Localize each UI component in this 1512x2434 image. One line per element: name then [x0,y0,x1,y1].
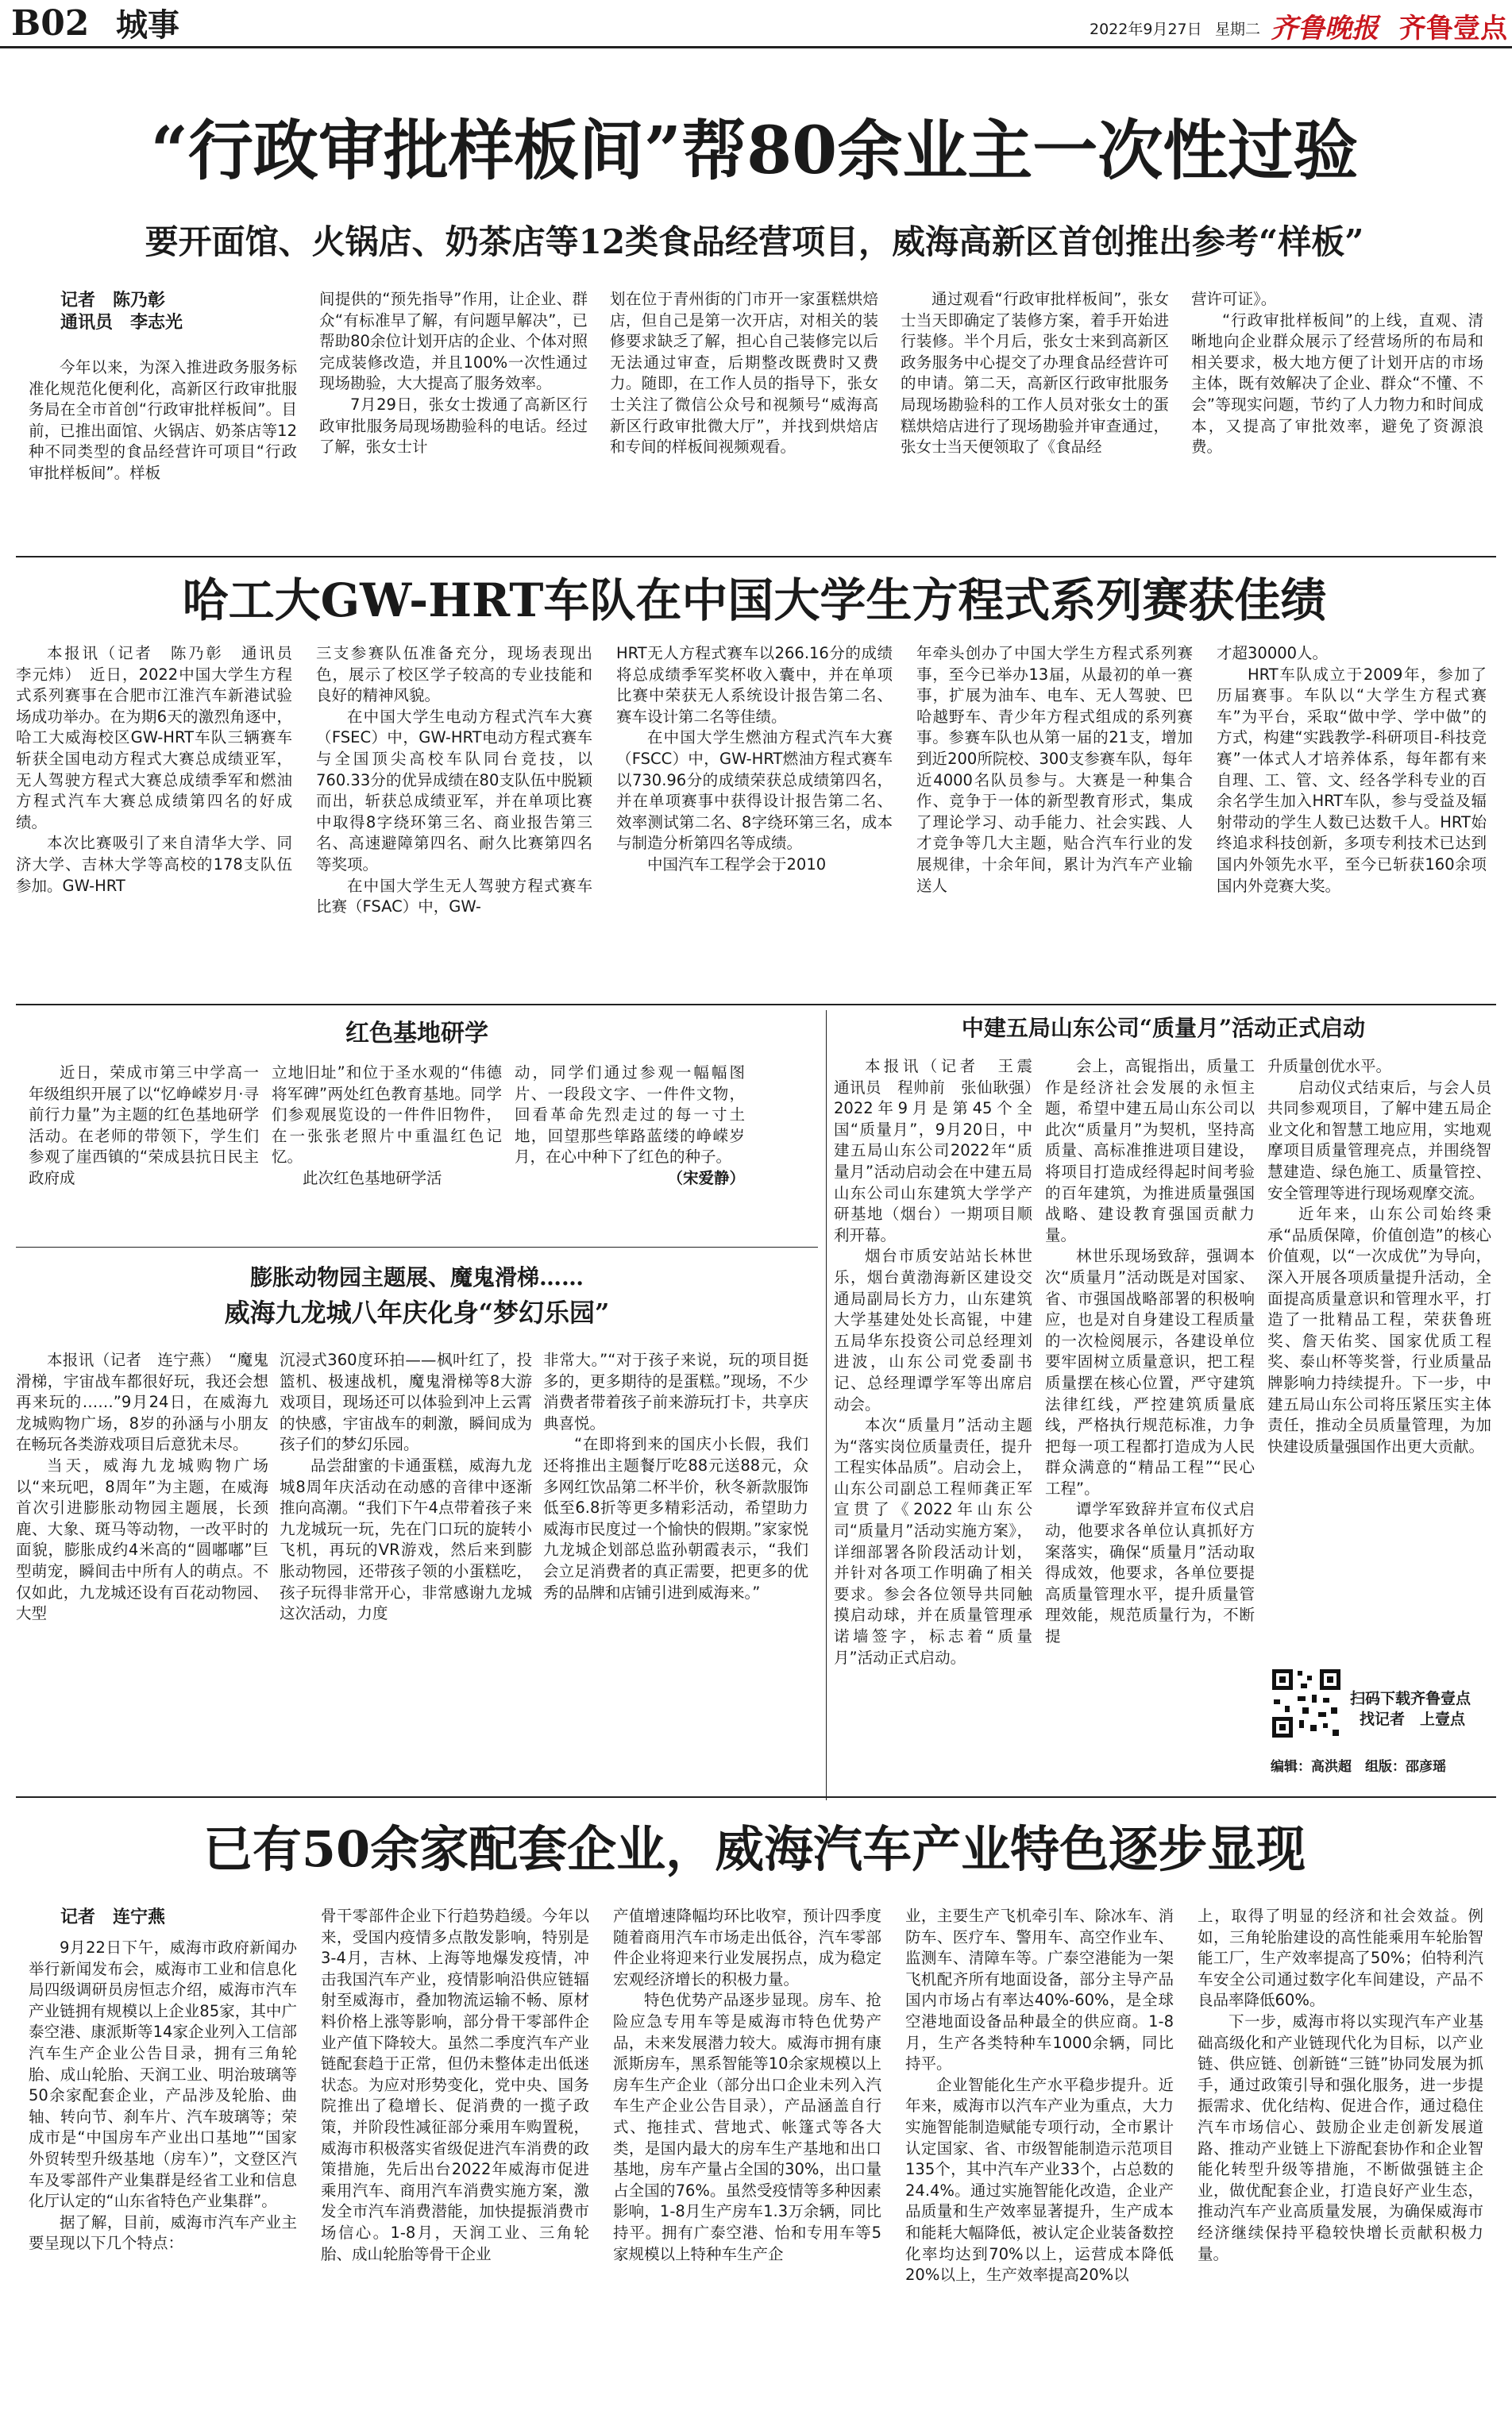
article6-col2 [321,1906,589,2422]
article5-paragraph: 近年来，山东公司始终秉承“品质保障，价值创造”的核心价值观，以“一次成优”为导向，深入开展各项质量提升活动，全面提高质量意识和管理水平，打造了一批精品工程，荣获鲁班奖、詹天佑奖、国家优质工程奖、泰山杯等奖誉，行业质量品牌影响力持续提升。下一步，中建五局山东公司将压紧压实主体责任，推动全员质量管理，为加快建设质量强国作出更大贡献。 [1267,1205,1491,1456]
article5-paragraph: 启动仪式结束后，与会人员共同参观项目，了解中建五局企业文化和智慧工地应用，实地观摩项目质量管理亮点，并围绕智慧建造、绿色施工、质量管控、安全管理等进行现场观摩交流。 [1267,1078,1491,1202]
article1-paragraph: 划在位于青州街的门市开一家蛋糕烘焙店，但自己是第一次开店，对相关的装修要求缺乏了解，担心自己装修完以后无法通过审查，后期整改既费时又费力。随即，在工作人员的指导下，张女士关注了微信公众号和视频号“威海高新区行政审批微大厅”，并找到烘焙店和专间的样板间视频观看。 [610,290,878,457]
brand-logo-qilu-yidian: 齐鲁壹点 [1399,13,1507,44]
article1-col5 [1191,289,1483,543]
article5-paragraph: 会上，高锟指出，质量工作是经济社会发展的永恒主题，希望中建五局山东公司以此次“质量月”为契机，坚持高质量、高标准推进项目建设，将项目打造成经得起时间考验的百年建筑，为推进质量强国战略、建设教育强国贡献力量。 [1045,1057,1255,1244]
column-divider [826,1010,827,1800]
article3-col3 [515,1063,745,1277]
article6-paragraph: 骨干零部件企业下行趋势趋缓。今年以来，受国内疫情多点散发影响，特别是3-4月，吉林、上海等地爆发疫情，冲击我国汽车产业，疫情影响沿供应链辐射至威海市，叠加物流运输不畅、原材料价格上涨等影响，部分骨干零部件企业产值下降较大。虽然二季度汽车产业链配套趋于正常，但仍未整体走出低迷状态。为应对形势变化，党中央、国务院推出了稳增长、促消费的一揽子政策，并阶段性减征部分乘用车购置税，威海市积极落实省级促进汽车消费的政策措施，先后出台2022年威海市促进乘用汽车、商用汽车消费实施方案，激发全市汽车消费潜能，加快提振消费市场信心。1-8月，天润工业、三角轮胎、成山轮胎等骨干企业 [321,1907,589,2263]
article1-paragraph: 营许可证》。 [1191,290,1277,308]
article4-paragraph: 非常大。”“对于孩子来说，玩的项目挺多的，更多期待的是蛋糕。”现场，不少消费者带着孩子前来游玩打卡，共享庆典喜悦。 [543,1351,808,1433]
article6-paragraph: 据了解，目前，威海市汽车产业主要呈现以下几个特点： [29,2212,297,2253]
article2-col5 [1217,643,1487,993]
article4-paragraph: 品尝甜蜜的卡通蛋糕，威海九龙城8周年庆活动在动感的音律中逐渐推向高潮。“我们下午4点带着孩子来九龙城玩一玩，先在门口玩的旋转小飞机，再玩的VR游戏，然后来到膨胀动物园，还带孩子领的小蛋糕吃，孩子玩得非常开心，非常感谢九龙城这次活动，力度 [280,1456,532,1623]
article2-paragraph: 才超30000人。 [1217,644,1329,662]
header-rule [0,46,1512,48]
brand-logo-qilu-evening: 齐鲁晚报 [1271,13,1379,44]
article3-author: （宋爱静） [667,1168,745,1187]
article1-subheadline: 要开面馆、火锅店、奶茶店等12类食品经营项目，威海高新区首创推出参考“样板” [145,222,1364,261]
article5-col1 [834,1056,1048,1795]
article2-headline: 哈工大GW-HRT车队在中国大学生方程式系列赛获佳绩 [182,573,1327,627]
article6-paragraph: 企业智能化生产水平稳步提升。近年来，威海市以汽车产业为重点，大力实施智能制造赋能专项行动，全市累计认定国家、省、市级智能制造示范项目135个，其中汽车产业33个，占总数的24.4%。通过实施智能化改造，企业产品质量和生产效率显著提升，生产成本和能耗大幅降低，被认定企业装备数控化率均达到70%以上，运营成本降低20%以上，生产效率提高20%以 [905,2075,1174,2285]
article2-paragraph: 年牵头创办了中国大学生方程式系列赛事，至今已举办13届，从最初的单一赛事，扩展为油车、电车、无人驾驶、巴哈越野车、青少年方程式组成的系列赛事。参赛车队也从第一届的21支，增加到近200所院校、300支参赛车队，每年近4000名队员参与。大赛是一种集合作、竞争于一体的新型教育形式，集成了理论学习、动手能力、社会实践、人才竞争等几大主题，贴合汽车行业的发展规律，十余年间，累计为汽车产业输送人 [916,644,1193,895]
article6-col1 [29,1906,297,2422]
article1-byline-reporter: 记者 陈乃彰 [60,290,166,311]
article1-paragraph: 间提供的“预先指导”作用，让企业、群众“有标准早了解，有问题早解决”，已帮助80余位计划开店的企业、个体对照完成装修改造，并且100%一次性通过现场勘验，大大提高了服务效率。 [319,290,588,393]
divider [16,556,1496,557]
divider [16,1796,1496,1798]
article4-headline-main: 威海九龙城八年庆化身“梦幻乐园” [224,1298,610,1328]
article1-paragraph: 通过观看“行政审批样板间”，张女士当天即确定了装修方案，着手开始进行装修。半个月后，张女士来到高新区政务服务中心提交了办理食品经营许可的申请。第二天，高新区行政审批服务局现场勘验科的工作人员对张女士的蛋糕烘焙店进行了现场勘验并审查通过，张女士当天便领取了《食品经 [901,290,1169,457]
article3-paragraph: 此次红色基地研学活 [303,1168,442,1187]
divider [16,1247,818,1248]
article4-col1 [16,1350,268,1795]
qr-caption-find-reporter: 找记者 上壹点 [1360,1711,1466,1728]
article5-headline: 中建五局山东公司“质量月”活动正式启动 [961,1015,1366,1041]
article6-paragraph: 下一步，威海市将以实现汽车产业基础高级化和产业链现代化为目标，以产业链、供应链、创新链“三链”协同发展为抓手，通过政策引导和强化服务，进一步提振需求、优化结构、促进合作，通过稳住汽车市场信心、鼓励企业走创新发展道路、推动产业链上下游配套协作和企业智能化转型升级等措施，不断做强链主企业，做优配套企业，打造良好产业生态，推动汽车产业高质量发展，为确保威海市经济继续保持平稳较快增长贡献积极力量。 [1198,2012,1483,2263]
article6-byline: 记者 连宁燕 [60,1907,166,1927]
article6-headline: 已有50余家配套企业，威海汽车产业特色逐步显现 [202,1820,1306,1878]
issue-date: 2022年9月27日 [1090,21,1202,38]
page-number: B02 [11,3,90,44]
article1-col2 [319,289,588,543]
article6-col4 [905,1906,1174,2422]
article2-paragraph: HRT车队成立于2009年，参加了历届赛事。车队以“大学生方程式赛车”为平台，采取“做中学、学中做”的方式，构建“实践教学-科研项目-科技竞赛”一体式人才培养体系，每年都有来自理、工、管、文、经各学科专业的百余名学生加入HRT车队，参与受益及辐射带动的学生人数已达数千人。HRT始终追求科技创新，多项专利技术已达到国内外领先水平，至今已斩获160余项国内外竞赛大奖。 [1217,665,1487,895]
article2-paragraph: 本次比赛吸引了来自清华大学、同济大学、吉林大学等高校的178支队伍参加。GW-HRT [16,834,292,895]
article5-col3 [1267,1056,1491,1485]
qr-caption-download: 扫码下载齐鲁壹点 [1350,1690,1472,1707]
article4-headline-top: 膨胀动物园主题展、魔鬼滑梯…… [249,1264,584,1290]
article1-paragraph: “行政审批样板间”的上线，直观、清晰地向企业群众展示了经营场所的布局和相关要求，极大地方便了计划开店的市场主体，既有效解决了企业、群众“不懂、不会”等现实问题，节约了人力物力和时间成本，又提高了审批效率，避免了资源浪费。 [1191,311,1483,457]
article2-paragraph: 三支参赛队伍准备充分，现场表现出色，展示了校区学子较高的专业技能和良好的精神风貌。 [316,644,592,705]
article5-paragraph: 升质量创优水平。 [1267,1057,1392,1075]
article1-col4 [901,289,1169,543]
article6-paragraph: 产值增速降幅均环比收窄，预计四季度随着商用汽车市场走出低谷，汽车零部件企业将迎来行业发展拐点，成为稳定宏观经济增长的积极力量。 [613,1907,881,1988]
article3-paragraph: 近日，荣成市第三中学高一年级组织开展了以“忆峥嵘岁月·寻前行力量”为主题的红色基地研学活动。在老师的带领下，学生们参观了崖西镇的“荣成县抗日民主政府成 [29,1063,259,1187]
article5-paragraph: 谭学军致辞并宣布仪式启动，他要求各单位认真抓好方案落实，确保“质量月”活动取得成效，他要求，各单位要提高质量管理水平，提升质量管理效能，规范质量行为，不断提 [1045,1500,1255,1646]
article1-col3 [610,289,878,543]
article4-col3 [543,1350,808,1795]
article4-paragraph: 沉浸式360度环拍——枫叶红了，投篮机、极速战机，魔鬼滑梯等8大游戏项目，现场还可以体验到冲上云霄的快感，宇宙战车的刺激，瞬间成为孩子们的梦幻乐园。 [280,1351,532,1454]
article3-paragraph: 动，同学们通过参观一幅幅图片、一段段文字、一件件文物，回看革命先烈走过的每一寸土地，回望那些筚路蓝缕的峥嵘岁月，在心中种下了红色的种子。 [515,1063,745,1167]
article5-paragraph: 本次“质量月”活动主题为“落实岗位质量责任，提升工程实体品质”。启动会上，山东公司副总工程师龚正军宣贯了《2022年山东公司“质量月”活动实施方案》，详细部署各阶段活动计划，并针对各项工作明确了相关要求。参会各位领导共同触摸启动球，并在质量管理承诺墙签字，标志着“质量月”活动正式启动。 [834,1416,1032,1667]
article6-paragraph: 上，取得了明显的经济和社会效益。例如，三角轮胎建设的高性能乘用车轮胎智能工厂，生产效率提高了50%；伯特利汽车安全公司通过数字化车间建设，产品不良品率降低60%。 [1198,1907,1483,2010]
article6-paragraph: 业，主要生产飞机牵引车、除冰车、消防车、医疗车、警用车、高空作业车、监测车、清障车等。广泰空港能为一架飞机配齐所有地面设备，部分主导产品国内市场占有率达40%-60%，是全球空港地面设备品种最全的供应商。1-8月，生产各类特种车1000余辆，同比持平。 [905,1907,1174,2073]
article4-paragraph: 本报讯（记者 连宁燕） “魔鬼滑梯，宇宙战车都很好玩，我还会想再来玩的……”9月24日，在威海九龙城购物广场，8岁的孙涵与小朋友在畅玩各类游戏项目后意犹未尽。 [16,1351,268,1454]
article2-col1 [16,643,308,993]
article3-paragraph: 立地旧址”和位于圣水观的“伟德将军碑”两处红色教育基地。同学们参观展览设的一件件旧物件，在一张张老照片中重温红色记忆。 [272,1063,502,1167]
article2-paragraph: 在中国大学生无人驾驶方程式赛车比赛（FSAC）中，GW- [316,876,592,916]
article1-paragraph: 今年以来，为深入推进政务服务标准化规范化便利化，高新区行政审批服务局在全市首创“行政审批样板间”。目前，已推出面馆、火锅店、奶茶店等12种不同类型的食品经营许可项目“行政审批样板间”。样板 [29,358,297,482]
article2-paragraph: 中国汽车工程学会于2010 [647,854,827,874]
article6-paragraph: 9月22日下午，威海市政府新闻办举行新闻发布会，威海市工业和信息化局四级调研员房恒志介绍，威海市汽车产业链拥有规模以上企业85家，其中广泰空港、康派斯等14家企业列入工信部汽车生产企业公告目录，拥有三角轮胎、成山轮胎、天润工业、明治玻璃等50余家配套企业，产品涉及轮胎、曲轴、转向节、刹车片、汽车玻璃等；荣成市是“中国房车产业出口基地”“国家外贸转型升级基地（房车）”，文登区汽车及零部件产业集群是经省工业和信息化厅认定的“山东省特色产业集群”。 [29,1938,297,2211]
article1-col1 [29,289,297,543]
article2-col3 [616,643,893,993]
article2-paragraph: HRT无人方程式赛车以266.16分的成绩将总成绩季军奖杯收入囊中，并在单项比赛中荣获无人系统设计报告第二名、赛车设计第二名等佳绩。 [616,644,893,726]
article3-col1 [29,1063,259,1277]
article6-paragraph: 特色优势产品逐步显现。房车、抢险应急专用车等是威海市特色优势产品，未来发展潜力较大。威海市拥有康派斯房车，黑系智能等10余家规模以上房车生产企业（部分出口企业未列入汽车生产企业公告目录），产品涵盖自行式、拖挂式、营地式、帐篷式等各大类，是国内最大的房车生产基地和出口基地，房车产量占全国的30%，出口量占全国的76%。虽然受疫情等多种因素影响，1-8月生产房车1.3万余辆，同比持平。拥有广泰空港、怡和专用车等5家规模以上特种车生产企 [613,1991,881,2263]
article5-paragraph: 烟台市质安站站长林世乐，烟台黄渤海新区建设交通局副局长方力，山东建筑大学基建处处长高锟，中建五局华东投资公司总经理刘进波，山东公司党委副书记、总经理谭学军等出席启动会。 [834,1247,1032,1414]
article4-paragraph: “在即将到来的国庆小长假，我们还将推出主题餐厅吃88元送88元，众多网红饮品第二杯半价，秋冬新款服饰低至6.8折等更多精彩活动，希望助力威海市民度过一个愉快的假期。”家家悦九龙城企划部总监孙朝霞表示，“我们会立足消费者的真正需要，把更多的优秀的品牌和店铺引进到威海来。” [543,1435,808,1602]
article2-paragraph: 在中国大学生燃油方程式汽车大赛（FSCC）中，GW-HRT燃油方程式赛车以730.96分的成绩荣获总成绩第四名，并在单项赛事中获得设计报告第二名、效率测试第二名、8字绕环第三名，成本与制造分析第四名等成绩。 [616,728,893,853]
article5-paragraph: 林世乐现场致辞，强调本次“质量月”活动既是对国家、省、市强国战略部署的积极响应，也是对自身建设工程质量的一次检阅展示，各建设单位要牢固树立质量意识，把工程质量摆在核心位置，严守建筑法律红线，严控建筑质量底线，严格执行规范标准，力争把每一项工程都打造成为人民群众满意的“精品工程”“民心工程”。 [1045,1247,1255,1498]
divider [16,1004,1496,1005]
issue-weekday: 星期二 [1215,21,1261,38]
article1-headline: “行政审批样板间”帮80余业主一次性过验 [150,113,1359,189]
article1-byline-correspondent: 通讯员 李志光 [60,312,183,333]
article2-paragraph: 本报讯（记者 陈乃彰 通讯员 李元炜） 近日，2022中国大学生方程式系列赛事在合肥市江淮汽车新港试验场成功举办。在为期6天的激烈角逐中，哈工大威海校区GW-HRT车队三辆赛车斩获全国电动方程式大赛总成绩亚军，无人驾驶方程式大赛总成绩季军和燃油方程式汽车大赛总成绩第四名的好成绩。 [16,644,308,831]
article6-col3 [613,1906,881,2422]
article5-col2 [1045,1056,1255,1795]
article3-headline: 红色基地研学 [345,1020,488,1047]
article2-col4 [916,643,1193,993]
article6-col5 [1198,1906,1483,2422]
article4-col2 [280,1350,532,1795]
article3-col2 [272,1063,502,1277]
article2-col2 [316,643,592,993]
editor-credit: 编辑：高洪超 组版：邵彦瑶 [1271,1759,1446,1775]
article1-paragraph: 7月29日，张女士拨通了高新区行政审批服务局现场勘验科的电话。经过了解，张女士计 [319,395,588,457]
article4-paragraph: 当天，威海九龙城购物广场以“来玩吧，8周年”为主题，在威海首次引进膨胀动物园主题展，长颈鹿、大象、斑马等动物，一改平时的面貌，膨胀成约4米高的“圆嘟嘟”巨型萌宠，瞬间击中所有人的萌点。不仅如此，九龙城还设有百花动物园、大型 [16,1456,268,1623]
article5-paragraph: 本报讯（记者 王震 通讯员 程帅前 张仙耿强） 2022年9月是第45个全国“质量月”，9月20日，中建五局山东公司2022年“质量月”活动启动会在中建五局山东公司山东建筑大学学产研基地（烟台）一期项目顺利开幕。 [834,1057,1048,1244]
qr-code-icon[interactable] [1271,1668,1342,1739]
article2-paragraph: 在中国大学生电动方程式汽车大赛（FSEC）中，GW-HRT电动方程式赛车与全国顶尖高校车队同台竞技，以760.33分的优异成绩在80支队伍中脱颖而出，斩获总成绩亚军，并在单项比赛中取得8字绕环第三名、商业报告第三名、高速避障第四名、耐久比赛第四名等奖项。 [316,707,592,874]
section-name: 城事 [116,6,179,44]
